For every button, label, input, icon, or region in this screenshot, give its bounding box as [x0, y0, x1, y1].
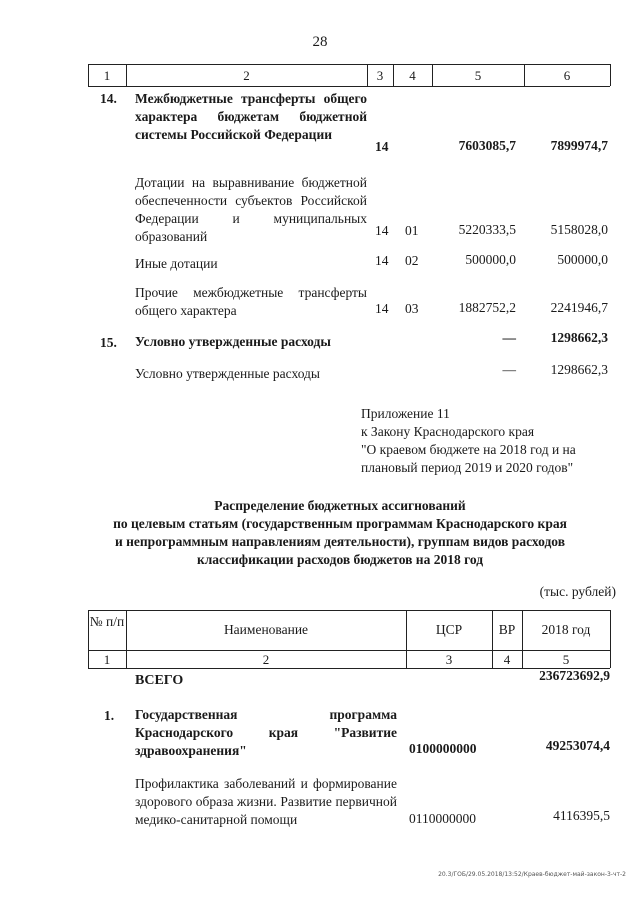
table2-col-number: 4	[503, 652, 511, 667]
row-name: Условно утвержденные расходы	[135, 334, 331, 349]
row-csr: 0100000000	[409, 741, 477, 756]
appendix-line: к Закону Краснодарского края	[361, 424, 535, 439]
row-name: Условно утвержденные расходы	[135, 366, 320, 381]
row-value-2019: 500000,0	[465, 252, 516, 267]
title-line: Распределение бюджетных ассигнований	[214, 498, 466, 513]
appendix-line: плановый период 2019 и 2020 годов"	[361, 460, 574, 475]
header-year: 2018 год	[541, 622, 591, 637]
total-value: 236723692,9	[539, 668, 610, 683]
row-csr: 0110000000	[409, 811, 476, 826]
row-number: 14.	[100, 91, 117, 106]
row-value-2020: 1298662,3	[550, 330, 608, 345]
row-subsection: 01	[405, 223, 419, 238]
table2-col-number: 5	[562, 652, 570, 667]
row-value-2020: 5158028,0	[550, 222, 608, 237]
header-vr: ВР	[498, 622, 516, 637]
table1-col-number: 1	[103, 68, 111, 83]
appendix-line: Приложение 11	[361, 406, 450, 421]
title-line: и непрограммным направлениям деятельности), группам видов расходов	[114, 534, 566, 549]
table1-col-number: 4	[409, 68, 416, 83]
row-value-2020: 1298662,3	[550, 362, 608, 377]
table1-col-number: 6	[563, 68, 571, 83]
header-number: № п/п	[89, 614, 125, 629]
row-section: 14	[375, 223, 389, 238]
row-value-2019: 1882752,2	[458, 300, 516, 315]
header-csr: ЦСР	[435, 622, 463, 637]
table2-col-number: 2	[262, 652, 270, 667]
units-label: (тыс. рублей)	[539, 584, 616, 599]
row-value-2020: 500000,0	[557, 252, 608, 267]
row-name: Иные дотации	[135, 256, 218, 271]
row-value-2020: 2241946,7	[550, 300, 608, 315]
title-line: классификации расходов бюджетов на 2018 год	[196, 552, 484, 567]
row-value-2018: 49253074,4	[545, 738, 610, 753]
row-name: Прочие межбюджетные трансферты общего характера	[135, 285, 367, 318]
table1-col-number: 5	[474, 68, 482, 83]
row-name: Государственная программа Краснодарского края "Развитие здравоохранения"	[135, 707, 397, 758]
row-subsection: 03	[405, 301, 419, 316]
table2-col-number: 3	[445, 652, 453, 667]
row-section: 14	[375, 139, 389, 154]
row-value-2019: —	[502, 362, 516, 377]
row-value-2019: 7603085,7	[458, 138, 516, 153]
row-value-2020: 7899974,7	[550, 138, 608, 153]
table2-col-number: 1	[103, 652, 111, 667]
row-subsection: 02	[405, 253, 419, 268]
total-label: ВСЕГО	[135, 673, 184, 688]
row-name: Дотации на выравнивание бюджетной обеспеченности субъектов Российской Федерации и муниципальных образований	[135, 175, 367, 244]
title-line: по целевым статьям (государственным программам Краснодарского края	[113, 516, 567, 531]
page-number: 28	[312, 34, 328, 50]
row-name: Межбюджетные трансферты общего характера бюджетам бюджетной системы Российской Федерации	[135, 91, 367, 142]
row-section: 14	[375, 301, 389, 316]
document-footer: 20.3/ГОБ/29.05.2018/13:52/Краев-бюджет-май-закон-3-чт-2	[438, 871, 626, 878]
table1-col-number: 2	[243, 68, 250, 83]
row-value-2018: 4116395,5	[553, 808, 610, 823]
row-value-2019: 5220333,5	[458, 222, 516, 237]
table1-col-number: 3	[376, 68, 384, 83]
row-name: Профилактика заболеваний и формирование здорового образа жизни. Развитие первичной медико-санитарной помощи	[135, 776, 397, 827]
appendix-line: "О краевом бюджете на 2018 год и на	[361, 442, 576, 457]
header-name: Наименование	[223, 622, 309, 637]
row-section: 14	[375, 253, 389, 268]
row-number: 1.	[104, 708, 115, 723]
row-number: 15.	[100, 335, 117, 350]
row-value-2019: —	[502, 330, 516, 345]
